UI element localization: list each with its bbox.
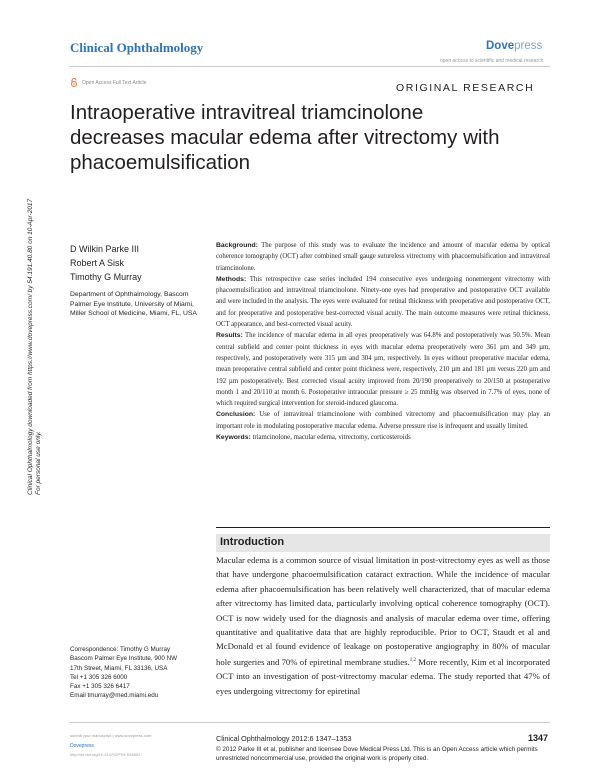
- author-name: Timothy G Murray: [70, 272, 142, 282]
- abstract-keywords-text: triamcinolone, macular edema, vitrectomy, corticosteroids: [252, 434, 411, 442]
- abstract-conclusion-label: Conclusion:: [216, 411, 256, 419]
- introduction-body: [216, 553, 550, 698]
- abstract-methods: [216, 274, 550, 330]
- abstract-methods-text: This retrospective case series included 194 consecutive eyes undergoing nonemergent vitrectomy with phacoemulsification and intravitreal triamcinolone. Ninety-one eyes had preoperative and postoperative OCT available and were included in the analysis. The eyes were evaluated for retinal thickness with preoperative and postoperative OCT, and for preoperative and postoperative best-corrected visual acuity. The main outcome measures were retinal thickness, OCT appearance, and best-corrected visual acuity.: [216, 275, 551, 329]
- download-watermark: [22, 150, 50, 510]
- open-access-label: [70, 78, 146, 87]
- abstract: [216, 240, 550, 443]
- journal-name: Clinical Ophthalmology: [70, 40, 204, 55]
- correspondence-block: [70, 645, 210, 701]
- section-label: ORIGINAL RESEARCH: [396, 82, 535, 94]
- publisher-logo: [486, 40, 542, 52]
- introduction-heading-bar: [216, 534, 550, 552]
- open-access-text: Open Access Full Text Article: [82, 79, 147, 86]
- abstract-background-text: The purpose of this study was to evaluate the incidence and amount of macular edema by optical coherence tomography (OCT) after combined small gauge sutureless vitrectomy with phacoemulsification and intravitreal triamcinolone.: [216, 242, 551, 272]
- doi-link[interactable]: http://dx.doi.org/10.2147/OPTH.S34801: [70, 752, 141, 757]
- abstract-results-text: The incidence of macular edema in all eyes preoperatively was 64.8% and postoperatively was 50.5%. Mean central subfield and center point thickness in eyes with macular edema preoperatively were 361 µm and 349 µm, respectively, and postoperatively were 315 µm and 304 µm, respectively. In eyes without preoperative macular edema, mean preoperative central subfield and center point thickness were, respectively, 210 µm and 181 µm versus 220 µm and 192 µm postoperatively. Best corrected visual acuity improved from 20/190 preoperatively to 20/150 at postoperative month 1 and 20/110 at month 6. Postoperative intraocular pressure ≥ 25 mmHg was observed in 7.7% of eyes, none of which required surgical intervention for steroid-induced glaucoma.: [216, 332, 551, 408]
- abstract-keywords: [216, 432, 550, 443]
- introduction-text-part-2: More recently, Kim et al incorporated OCT into an investigation of post-vitrectomy macular edema. The study reported that 47% of eyes undergoing vitrectomy for epiretinal: [216, 656, 550, 696]
- correspondence-address: Bascom Palmer Eye Institute, 900 NW: [70, 655, 178, 663]
- open-access-lock-icon: [70, 78, 78, 87]
- abstract-background: [216, 240, 550, 274]
- abstract-background-label: Background:: [216, 242, 258, 249]
- author-affiliation: Department of Ophthalmology, Bascom Palmer Eye Institute, University of Miami, Miller School of Medicine, Miami, FL, USA: [70, 291, 197, 317]
- abstract-keywords-label: Keywords:: [216, 434, 251, 442]
- introduction-heading: Introduction: [220, 536, 285, 548]
- correspondence-name: Correspondence: Timothy G Murray: [70, 646, 171, 653]
- publisher-name-light: press: [514, 40, 543, 52]
- header-rule: [70, 66, 550, 67]
- publisher-tagline: open access to scientific and medical research: [440, 58, 544, 64]
- author-list: [70, 242, 142, 284]
- footer-rule: [70, 722, 550, 723]
- citation-refs[interactable]: 1,2: [409, 657, 416, 663]
- abstract-results-label: Results:: [216, 332, 243, 340]
- abstract-results: [216, 330, 550, 409]
- article-title: Intraoperative intravitreal triamcinolone decreases macular edema after vitrectomy with phacoemulsification: [70, 101, 500, 174]
- submit-manuscript-link[interactable]: submit your manuscript | www.dovepress.com: [70, 733, 152, 738]
- abstract-divider: [216, 527, 550, 528]
- publisher-name-bold: Dove: [486, 40, 515, 52]
- footer-publisher: Dovepress: [70, 743, 94, 749]
- copyright-notice: © 2012 Parke III et al, publisher and licensee Dove Medical Press Ltd. This is an Open Access article which permits unrestricted noncommercial use, provided the original work is properly cited.: [216, 746, 538, 762]
- correspondence-address: 17th Street, Miami, FL 33136, USA: [70, 664, 168, 672]
- page-number: 1347: [528, 733, 549, 743]
- watermark-line-1: Clinical Ophthalmology downloaded from https://www.dovepress.com/ by 54.191.40.80 on 10-Apr-2017: [27, 198, 34, 495]
- introduction-text-part-1: Macular edema is a common source of visual limitation in post-vitrectomy eyes as well as those that have undergone phacoemulsification cataract extraction. While the incidence of macular edema after phacoemulsification has been relatively well characterized, that of macular edema after vitrectomy has limited data, particularly involving optical coherence tomography (OCT). OCT is now widely used for the diagnosis and analysis of macular edema over time, offering quantitative and qualitative data that are highly reproducible. Prior to OCT, Staudt et al and McDonald et al found evidence of leakage on postoperative angiography in 80% of macular hole surgeries and 70% of epiretinal membrane studies.: [216, 555, 550, 667]
- author-name: Robert A Sisk: [70, 258, 125, 268]
- correspondence-email[interactable]: Email tmurray@med.miami.edu: [70, 692, 159, 700]
- abstract-conclusion: [216, 409, 550, 432]
- journal-citation: Clinical Ophthalmology 2012:6 1347–1353: [216, 734, 352, 743]
- correspondence-phone: Tel +1 305 326 6000: [70, 673, 128, 681]
- abstract-conclusion-text: Use of intravitreal triamcinolone with combined vitrectomy and phacoemulsification may play an important role in modulating postoperative macular edema. Adverse pressure rise is infrequent and usually limited.: [216, 411, 550, 430]
- correspondence-fax: Fax +1 305 326 6417: [70, 683, 130, 691]
- watermark-line-2: For personal use only.: [35, 431, 42, 495]
- author-name: D Wilkin Parke III: [70, 244, 140, 254]
- abstract-methods-label: Methods:: [216, 275, 247, 283]
